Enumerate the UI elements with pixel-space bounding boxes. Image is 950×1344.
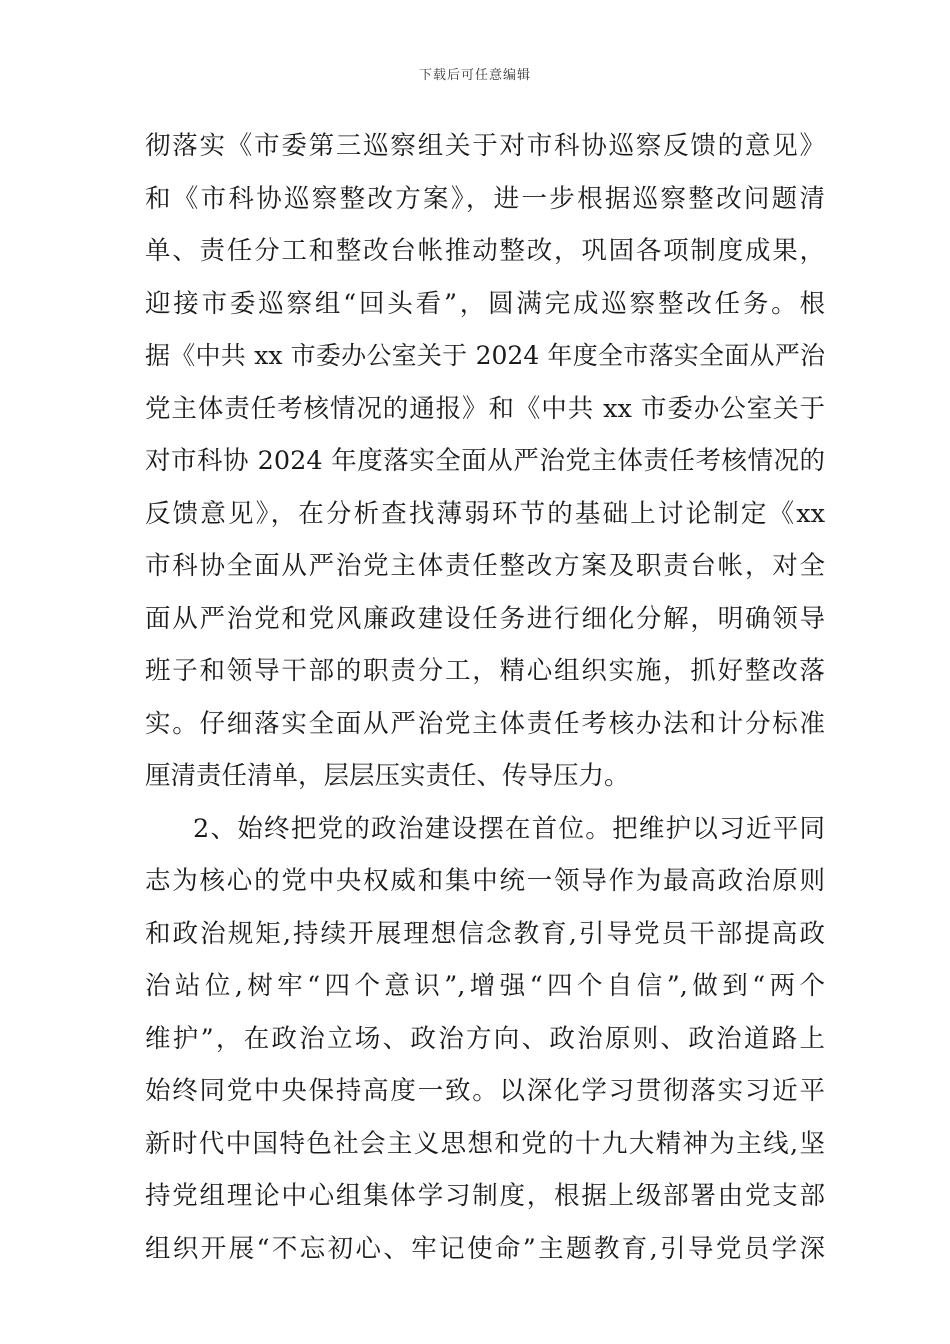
- text-line: 面从严治党和党风廉政建设任务进行细化分解，明确领导: [145, 603, 825, 634]
- text-line: 新时代中国特色社会主义思想和党的十九大精神为主线,坚: [145, 1128, 825, 1159]
- text-line: 治站位,树牢“四个意识”,增强“四个自信”,做到“两个: [145, 971, 825, 1001]
- text-line: 班子和领导干部的职责分工，精心组织实施，抓好整改落: [145, 656, 825, 686]
- page-header: 下载后可任意编辑: [418, 68, 531, 83]
- text-line: 迎接市委巡察组“回头看”，圆满完成巡察整改任务。根: [145, 288, 825, 319]
- text-line: 持党组理论中心组集体学习制度，根据上级部署由党支部: [145, 1181, 825, 1211]
- paragraph-1: [145, 120, 825, 803]
- text-line: 始终同党中央保持高度一致。以深化学习贯彻落实习近平: [145, 1076, 825, 1106]
- text-line: 2、始终把党的政治建设摆在首位。把维护以习近平同: [193, 813, 825, 844]
- text-line: 据《中共 xx 市委办公室关于 2024 年度全市落实全面从严治: [145, 341, 825, 370]
- text-line: 厘清责任清单，层层压实责任、传导压力。: [145, 761, 630, 791]
- text-line: 和《市科协巡察整改方案》，进一步根据巡察整改问题清: [145, 183, 825, 214]
- paragraph-2: [145, 803, 825, 1276]
- text-line: 对市科协 2024 年度落实全面从严治党主体责任考核情况的: [145, 446, 825, 476]
- text-line: 彻落实《市委第三巡察组关于对市科协巡察反馈的意见》: [145, 131, 825, 161]
- text-line: 单、责任分工和整改台帐推动整改，巩固各项制度成果，: [145, 236, 825, 266]
- text-line: 实。仔细落实全面从严治党主体责任考核办法和计分标准: [145, 708, 825, 739]
- text-line: 维护”，在政治立场、政治方向、政治原则、政治道路上: [145, 1023, 825, 1054]
- text-line: 组织开展“不忘初心、牢记使命”主题教育,引导党员学深: [145, 1233, 825, 1264]
- text-line: 市科协全面从严治党主体责任整改方案及职责台帐，对全: [145, 551, 825, 581]
- text-line: 和政治规矩,持续开展理想信念教育,引导党员干部提高政: [145, 918, 825, 949]
- text-line: 党主体责任考核情况的通报》和《中共 xx 市委办公室关于: [145, 393, 825, 424]
- document-body: [145, 120, 825, 1275]
- text-line: 反馈意见》，在分析查找薄弱环节的基础上讨论制定《xx: [145, 498, 825, 529]
- text-line: 志为核心的党中央权威和集中统一领导作为最高政治原则: [145, 866, 825, 896]
